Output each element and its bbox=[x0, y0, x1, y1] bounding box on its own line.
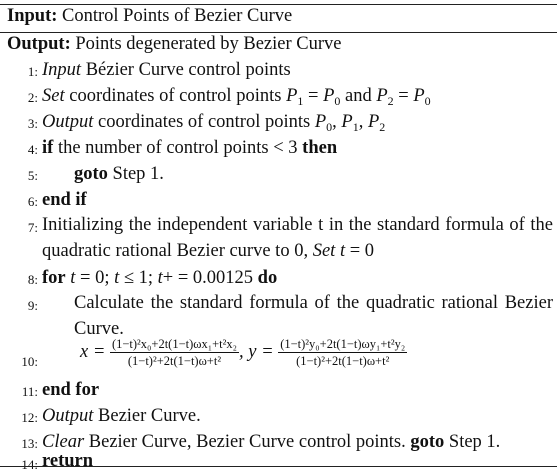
step-11: end for bbox=[42, 380, 100, 400]
line-number-1: 1: bbox=[27, 64, 38, 79]
y-lhs: y = bbox=[248, 341, 274, 362]
then-keyword: then bbox=[302, 138, 338, 158]
step-4 bbox=[42, 138, 337, 159]
step-5 bbox=[74, 164, 164, 185]
y-numerator: (1−t)²y₀+2t(1−t)ωy₁+t²y₂ bbox=[280, 337, 406, 351]
input-label: Input: bbox=[7, 6, 58, 26]
line-number-14: 14: bbox=[21, 457, 38, 472]
p0-out-index: 0 bbox=[326, 120, 333, 134]
output-text: Points degenerated by Bezier Curve bbox=[75, 34, 342, 54]
line-number-9: 9: bbox=[27, 298, 38, 313]
line-number-3: 3: bbox=[27, 116, 38, 131]
p2-out-index: 2 bbox=[379, 120, 386, 134]
output-label: Output: bbox=[7, 34, 71, 54]
step-4-text: the number of control points < 3 bbox=[53, 138, 303, 158]
p2-out: P bbox=[367, 112, 380, 132]
comma-1: , bbox=[332, 112, 342, 132]
step-12 bbox=[42, 406, 201, 427]
p2-index: 2 bbox=[387, 94, 394, 108]
step-9: Calculate the standard formula of the quadratic rational Bezier Curve. bbox=[74, 293, 553, 339]
step-13-end: Step 1. bbox=[444, 432, 501, 452]
input-line bbox=[7, 6, 292, 27]
comma-2: , bbox=[358, 112, 368, 132]
goto-keyword-2: goto bbox=[410, 432, 445, 452]
step-12-keyword: Output bbox=[42, 406, 94, 426]
step-7-keyword: Set bbox=[312, 241, 336, 261]
step-13 bbox=[42, 432, 500, 453]
step-3-text: coordinates of control points bbox=[93, 112, 315, 132]
step-7-text: Initializing the independent variable t in the standard formula of the quadratic rational Bezier curve to 0, bbox=[42, 215, 553, 261]
p2-symbol: P bbox=[376, 86, 388, 106]
t-symbol: t bbox=[335, 241, 346, 261]
output-line bbox=[7, 34, 341, 55]
p0-out: P bbox=[314, 112, 327, 132]
step-7 bbox=[42, 212, 553, 264]
step-13-keyword: Clear bbox=[42, 432, 85, 452]
t-value: = 0 bbox=[345, 241, 375, 261]
step-6: end if bbox=[42, 190, 87, 210]
line-number-6: 6: bbox=[27, 194, 38, 209]
line-number-10: 10: bbox=[21, 354, 38, 369]
line-number-4: 4: bbox=[27, 142, 38, 157]
p0-index: 0 bbox=[334, 94, 341, 108]
t-var-2: t bbox=[114, 268, 120, 288]
init-text: = 0; bbox=[75, 268, 115, 288]
p0-index-b: 0 bbox=[424, 94, 431, 108]
step-5-text: Step 1. bbox=[107, 164, 164, 184]
step-text: + = 0.00125 bbox=[162, 268, 258, 288]
step-2-text: coordinates of control points bbox=[64, 86, 287, 106]
step-2-keyword: Set bbox=[42, 86, 65, 106]
cond-text: ≤ 1; bbox=[119, 268, 158, 288]
and-text: and bbox=[340, 86, 377, 106]
step-2 bbox=[42, 86, 431, 107]
step-1-keyword: Input bbox=[42, 60, 82, 80]
step-3-keyword: Output bbox=[42, 112, 94, 132]
line-number-7: 7: bbox=[27, 220, 38, 235]
equals-1: = bbox=[303, 86, 324, 106]
line-number-11: 11: bbox=[21, 384, 38, 399]
line-number-8: 8: bbox=[27, 272, 38, 287]
x-denominator: (1−t)²+2t(1−t)ω+t² bbox=[127, 354, 222, 368]
step-1-text: Bézier Curve control points bbox=[81, 60, 291, 80]
line-number-5: 5: bbox=[27, 168, 38, 183]
line-number-13: 13: bbox=[21, 436, 38, 451]
t-var-1: t bbox=[65, 268, 76, 288]
line-number-12: 12: bbox=[21, 410, 38, 425]
y-denominator: (1−t)²+2t(1−t)ω+t² bbox=[296, 354, 390, 368]
step-3 bbox=[42, 112, 385, 133]
line-number-2: 2: bbox=[27, 90, 38, 105]
formula-separator: , bbox=[239, 341, 249, 362]
p1-symbol: P bbox=[286, 86, 298, 106]
do-keyword: do bbox=[257, 268, 278, 288]
header-rule bbox=[0, 32, 557, 33]
x-numerator: (1−t)²x₀+2t(1−t)ωx₁+t²x₂ bbox=[111, 337, 237, 351]
step-12-text: Bezier Curve. bbox=[93, 406, 201, 426]
for-keyword: for bbox=[42, 268, 66, 288]
step-13-text: Bezier Curve, Bezier Curve control points. bbox=[84, 432, 411, 452]
step-10-formula bbox=[80, 337, 407, 368]
t-var-3: t bbox=[157, 268, 163, 288]
x-fraction bbox=[110, 337, 239, 368]
equals-2: = bbox=[393, 86, 414, 106]
p0-symbol-b: P bbox=[413, 86, 425, 106]
y-fraction bbox=[278, 337, 407, 368]
p1-out: P bbox=[341, 112, 353, 132]
p1-index: 1 bbox=[297, 94, 304, 108]
p0-symbol: P bbox=[323, 86, 335, 106]
goto-keyword: goto bbox=[74, 164, 108, 184]
if-keyword: if bbox=[42, 138, 54, 158]
x-lhs: x = bbox=[80, 341, 106, 362]
input-text: Control Points of Bezier Curve bbox=[62, 6, 293, 26]
step-8 bbox=[42, 268, 277, 289]
p1-out-index: 1 bbox=[352, 120, 359, 134]
step-14: return bbox=[42, 451, 94, 471]
top-rule bbox=[0, 4, 557, 5]
step-1 bbox=[42, 60, 291, 81]
